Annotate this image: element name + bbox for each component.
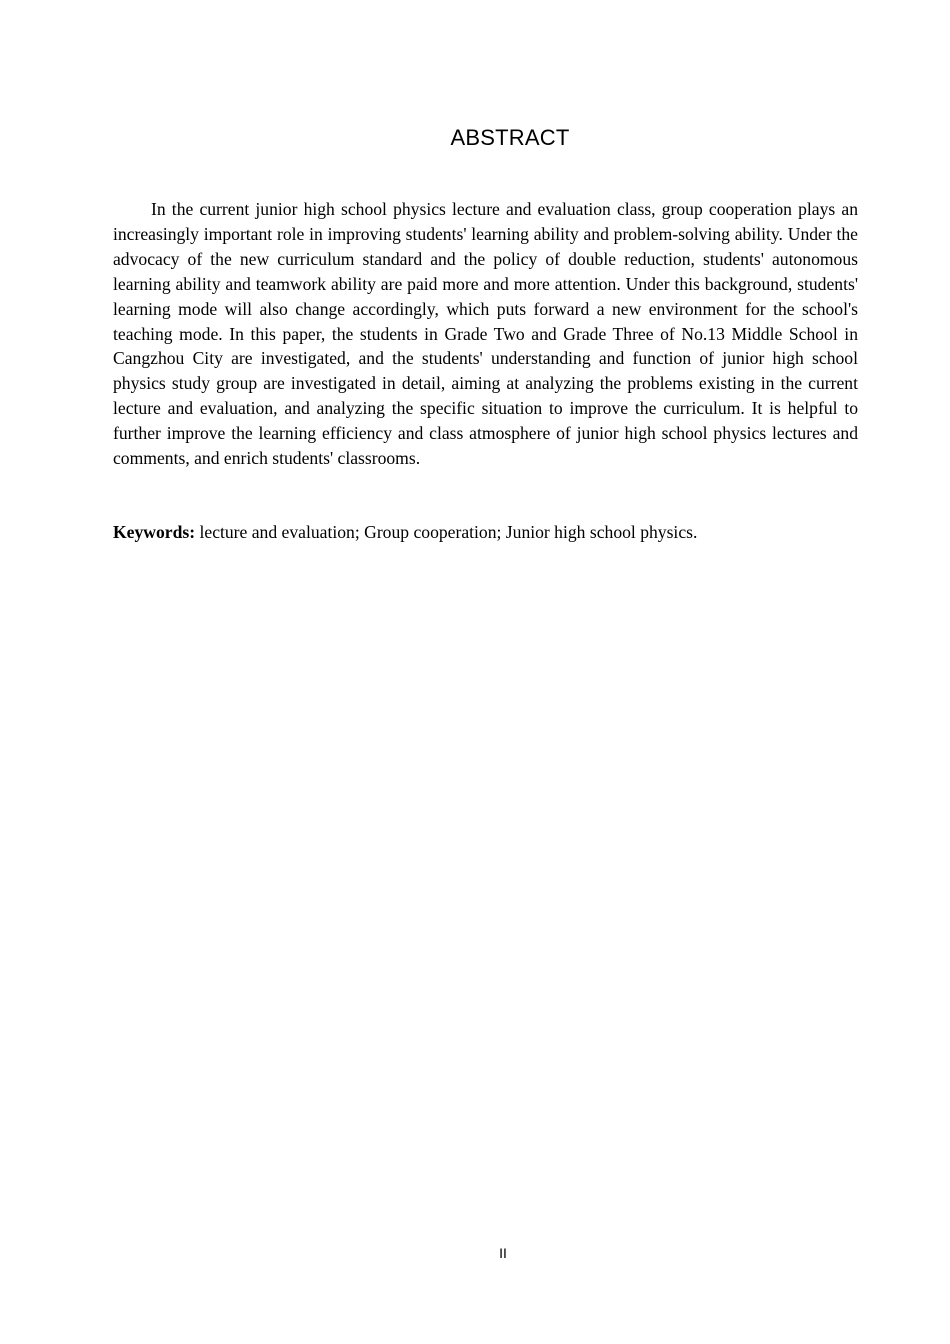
abstract-paragraph: In the current junior high school physics lecture and evaluation class, group cooperation plays an increasingly important role in improving students' learning ability and problem-solving ability. Under the advocacy of the new curriculum standard and the policy of double reduction, students' autonomous learning ability and teamwork ability are paid more and more attention. Under this background, students' learning mode will also change accordingly, which puts forward a new environment for the school's teaching mode. In this paper, the students in Grade Two and Grade Three of No.13 Middle School in Cangzhou City are investigated, and the students' understanding and function of junior high school physics study group are investigated in detail, aiming at analyzing the problems existing in the current lecture and evaluation, and analyzing the specific situation to improve the curriculum. It is helpful to further improve the learning efficiency and class atmosphere of junior high school physics lectures and comments, and enrich students' classrooms. — [113, 199, 858, 469]
keywords-line — [113, 520, 858, 545]
keywords-text: lecture and evaluation; Group cooperation; Junior high school physics. — [195, 522, 698, 542]
keywords-label: Keywords: — [113, 522, 196, 542]
page-title: ABSTRACT — [450, 125, 570, 150]
page-number: II — [499, 1245, 507, 1261]
